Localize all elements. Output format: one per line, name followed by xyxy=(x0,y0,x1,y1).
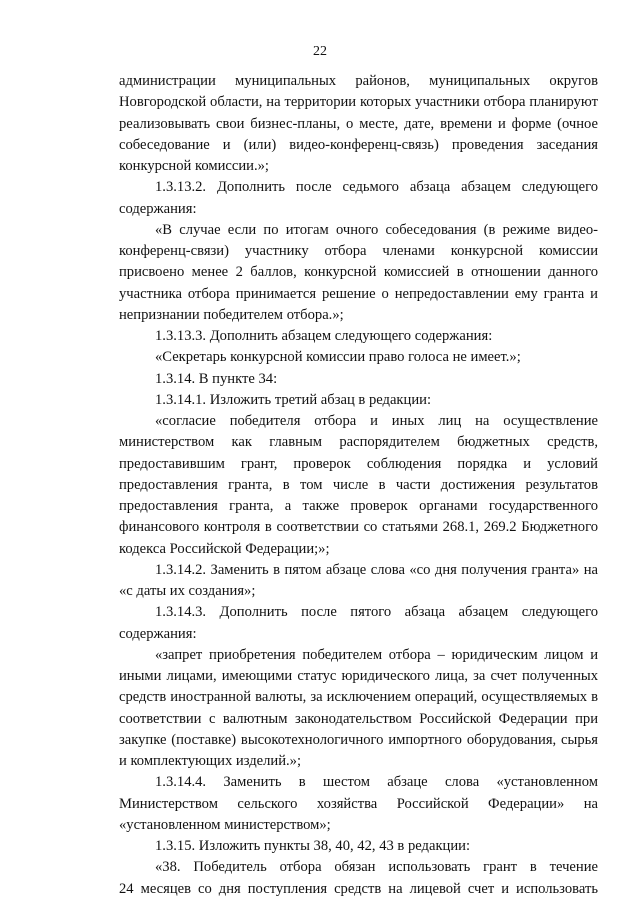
text-line: конкурсной комиссии.»; xyxy=(119,158,269,174)
text-line: 24 месяцев со дня поступления средств на лицевой счет и использовать xyxy=(119,880,598,897)
text-line: конференц-связи) участнику отбора членами конкурсной комиссии xyxy=(119,243,598,259)
text-line: участника отбора принимается решение о непредоставлении ему гранта и xyxy=(119,285,598,302)
document-body xyxy=(119,71,598,900)
text-line: предоставления гранта, в том числе в части достижения результатов xyxy=(119,476,598,493)
text-line: «В случае если по итогам очного собеседования (в режиме видео- xyxy=(155,221,598,238)
text-line: средств иностранной валюты, за исключением операций, осуществляемых в xyxy=(119,689,598,706)
text-line: «согласие победителя отбора и иных лиц на осуществление xyxy=(155,413,598,429)
text-line: 1.3.14.4. Заменить в шестом абзаце слова «установленном xyxy=(155,774,598,791)
text-line: «запрет приобретения победителем отбора – юридическим лицом и xyxy=(155,646,598,663)
text-line: «Секретарь конкурсной комиссии право голоса не имеет.»; xyxy=(155,349,521,366)
text-line: содержания: xyxy=(119,625,197,642)
page-number: 22 xyxy=(313,44,327,59)
text-line: иными лицами, имеющими статус юридического лица, за счет полученных xyxy=(119,668,598,684)
text-line: собеседование и (или) видео-конференц-связь) проведения заседания xyxy=(119,136,598,153)
text-line: 1.3.14.3. Дополнить после пятого абзаца абзацем следующего xyxy=(155,604,598,621)
text-line: 1.3.15. Изложить пункты 38, 40, 42, 43 в редакции: xyxy=(155,838,471,854)
text-line: реализовывать свои бизнес-планы, о месте, дате, времени и форме (очное xyxy=(119,115,598,132)
text-line: и комплектующих изделий.»; xyxy=(119,753,302,769)
text-line: Новгородской области, на территории которых участники отбора планируют xyxy=(119,94,598,111)
text-line: финансового контроля в соответствии со статьями 268.1, 269.2 Бюджетного xyxy=(119,519,598,536)
text-line: «38. Победитель отбора обязан использовать грант в течение xyxy=(155,859,598,876)
text-line: 1.3.13.3. Дополнить абзацем следующего содержания: xyxy=(155,328,493,344)
text-line: администрации муниципальных районов, муниципальных округов xyxy=(119,73,598,89)
text-line: присвоено менее 2 баллов, конкурсной комиссией в отношении данного xyxy=(119,264,598,281)
text-line: «с даты их создания»; xyxy=(119,583,256,599)
text-line: кодекса Российской Федерации;»; xyxy=(119,540,330,557)
text-line: «установленном министерством»; xyxy=(119,816,331,833)
text-line: 1.3.14.1. Изложить третий абзац в редакции: xyxy=(155,391,431,408)
text-line: Министерством сельского хозяйства Российской Федерации» на xyxy=(119,795,598,812)
text-line: предоставившим грант, проверок соблюдения порядка и условий xyxy=(119,455,598,472)
text-line: министерством как главным распорядителем бюджетных средств, xyxy=(119,434,598,451)
text-line: непризнании победителем отбора.»; xyxy=(119,306,344,323)
text-line: 1.3.14. В пункте 34: xyxy=(155,370,278,387)
text-line: соответствии с валютным законодательством Российской Федерации при xyxy=(119,710,598,727)
text-line: 1.3.14.2. Заменить в пятом абзаце слова «со дня получения гранта» на xyxy=(155,561,598,578)
text-line: предоставления гранта, а также проверок органами государственного xyxy=(119,498,598,514)
text-line: 1.3.13.2. Дополнить после седьмого абзаца абзацем следующего xyxy=(155,179,598,196)
text-line: содержания: xyxy=(119,200,197,217)
text-line: закупке (поставке) высокотехнологичного импортного оборудования, сырья xyxy=(119,731,598,748)
